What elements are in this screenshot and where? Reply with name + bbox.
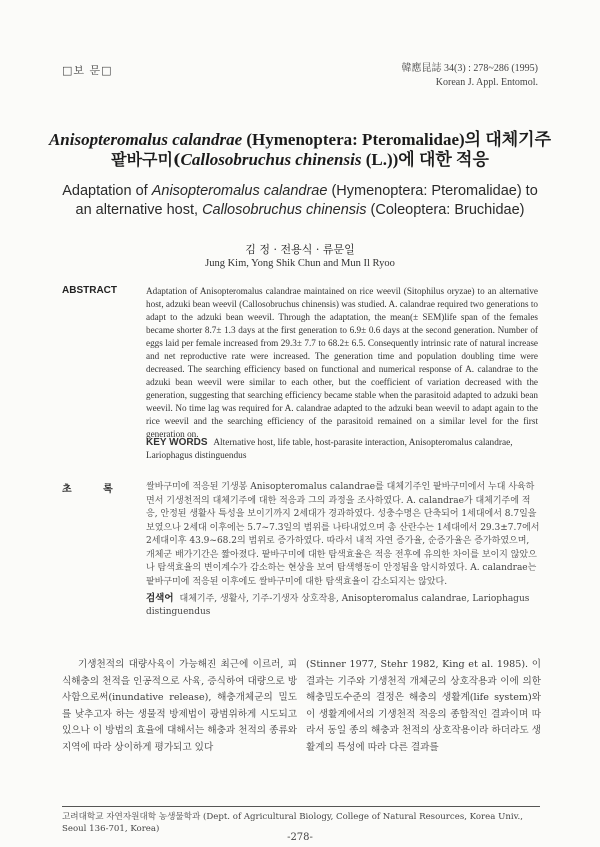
title-english-host: Callosobruchus chinensis bbox=[202, 202, 367, 218]
body-column-left: 기생천적의 대량사육이 가능해진 최근에 이르러, 피식해충의 천적을 인공적으로 사육, 증식하여 대량으로 방사함으로써(inundative release), 해충개체군의 밀도를 낮추고자 하는 생물적 방제법이 광범위하게 시도되고 있으나 이 방법의 효율에 대해서는 해충과 천적의 종류와 지역에 따라 상이하게 평가되고 있다 bbox=[62, 659, 297, 753]
title-korean-line1 bbox=[30, 130, 570, 150]
affiliation-footnote: 고려대학교 자연자원대학 농생물학과 (Dept. of Agricultural Biology, College of Natural Resources, Korea Univ., Seoul 136-701, Korea) bbox=[62, 812, 523, 834]
title-english-line2 bbox=[50, 201, 550, 220]
journal-volume: 韓應昆誌 34(3) : 278~286 (1995) bbox=[401, 63, 538, 74]
title-english-line2-post: (Coleoptera: Bruchidae) bbox=[366, 202, 525, 218]
title-english-species: Anisopteromalus calandrae bbox=[151, 183, 328, 199]
body-column-right: (Stinner 1977, Stehr 1982, King et al. 1985). 이 결과는 기주와 기생천적 개체군의 상호작용과 이에 의한 해충밀도수준의 결정은 해충의 생활계(life system)와 이 생활계에서의 기생천적 적응의 종합적인 결과이며 따라서 동일 종의 해충과 천적의 상호작용이라 하더라도 생활계의 특성에 따라 다른 결과를 bbox=[306, 659, 541, 753]
title-korean-line1-rest: (Hymenoptera: Pteromalidae)의 대체기주 bbox=[242, 130, 552, 149]
korean-abstract-label: 초 록 bbox=[62, 484, 127, 495]
authors-english: Jung Kim, Yong Shik Chun and Mun Il Ryoo bbox=[205, 258, 395, 269]
title-english bbox=[50, 182, 550, 220]
title-english-line1 bbox=[50, 182, 550, 201]
title-english-line1-pre: Adaptation of bbox=[62, 183, 152, 199]
footnote-divider bbox=[62, 806, 540, 807]
title-korean bbox=[30, 130, 570, 170]
title-host-name: Callosobruchus chinensis bbox=[180, 150, 362, 169]
korean-keywords-label: 검색어 bbox=[146, 593, 174, 604]
section-label: □보 문□ bbox=[62, 64, 113, 77]
title-korean-line2-post: (L.))에 대한 적응 bbox=[361, 150, 489, 169]
abstract-label: ABSTRACT bbox=[62, 285, 117, 296]
authors-korean: 김 정 · 전용식 · 류문일 bbox=[245, 243, 355, 256]
page-number: -278- bbox=[287, 832, 313, 843]
journal-name: Korean J. Appl. Entomol. bbox=[435, 77, 538, 88]
korean-keywords bbox=[146, 592, 540, 619]
abstract-text: Adaptation of Anisopteromalus calandrae maintained on rice weevil (Sitophilus oryzae) to an alternative host, adzuki bean weevil (Callosobruchus chinensis) was studied. A. calandrae required two generations to adapt to the adzuki bean weevil. Through the adaptation, the mean(± SEM)life span of the females became shorter 8.7± 1.3 days at the first generation to 6.9± 0.6 days at the second generation. Number of eggs laid per female increased from 29.3± 7.7 to 68.2± 6.5. Consequently intrinsic rate of natural increase and net reproductive rate were increased. The generation time and population doubling time were decreased. The searching efficiency based on functional and numerical response of A. calandrae to the adzuki bean weevil were similar to each other, but the coefficient of variation decreased with the generation, suggesting that searching efficiency became stable when the parasitoid adapted to adzuki bean weevil. No time lag was required for A. calandrae adapted to the adzuki bean weevil to adapt again to the rice weevil and the searching efficiency of the parasitoid remained on a similar level for the first generation on. bbox=[146, 286, 538, 439]
keywords bbox=[146, 436, 538, 463]
title-english-line1-post: (Hymenoptera: Pteromalidae) to bbox=[327, 183, 538, 199]
title-korean-line2 bbox=[30, 150, 570, 170]
korean-abstract-text: 쌀바구미에 적응된 기생봉 Anisopteromalus calandrae를 대체기주인 팥바구미에서 누대 사육하면서 기생천적의 대체기주에 대한 적응과 그의 과정을 조사하였다. A. calandrae가 대체기주에 적응, 안정된 생활사 특성을 보이기까지 2세대가 경과하였다. 성충수명은 단축되어 1세대에서 8.7일을 보였으나 2세대 이후에는 5.7~7.3일의 범위를 나타내었으며 총 산란수는 1세대에서 29.3±7.7에서 2세대이후 43.9~68.2의 범위로 증가하였다. 따라서 내적 자연 증가율, 순증가율은 증가하였으며, 개체군 배가기간은 짧아졌다. 팥바구미에 대한 탐색효율은 적응 전후에 유의한 차이를 보이지 않았으나 탐색효율의 변이계수가 감소하는 현상을 보여 탐색행동이 안정됨을 암시하였다. A. calandrae는 팥바구미에 적응된 이후에도 쌀바구미에 대한 탐색효율이 감소되지는 않았다. bbox=[146, 482, 540, 587]
keywords-text: Alternative host, life table, host-parasite interaction, Anisopteromalus calandrae, Lariophagus distinguendus bbox=[146, 438, 513, 461]
korean-keywords-text: 대체기주, 생활사, 기주-기생자 상호작용, Anisopteromalus calandrae, Lariophagus distinguendus bbox=[146, 594, 530, 617]
title-species-name: Anisopteromalus calandrae bbox=[48, 130, 243, 149]
title-english-line2-pre: an alternative host, bbox=[75, 202, 203, 218]
journal-citation bbox=[318, 62, 538, 90]
keywords-label: KEY WORDS bbox=[146, 437, 208, 448]
title-korean-line2-pre: 팥바구미( bbox=[111, 150, 181, 169]
